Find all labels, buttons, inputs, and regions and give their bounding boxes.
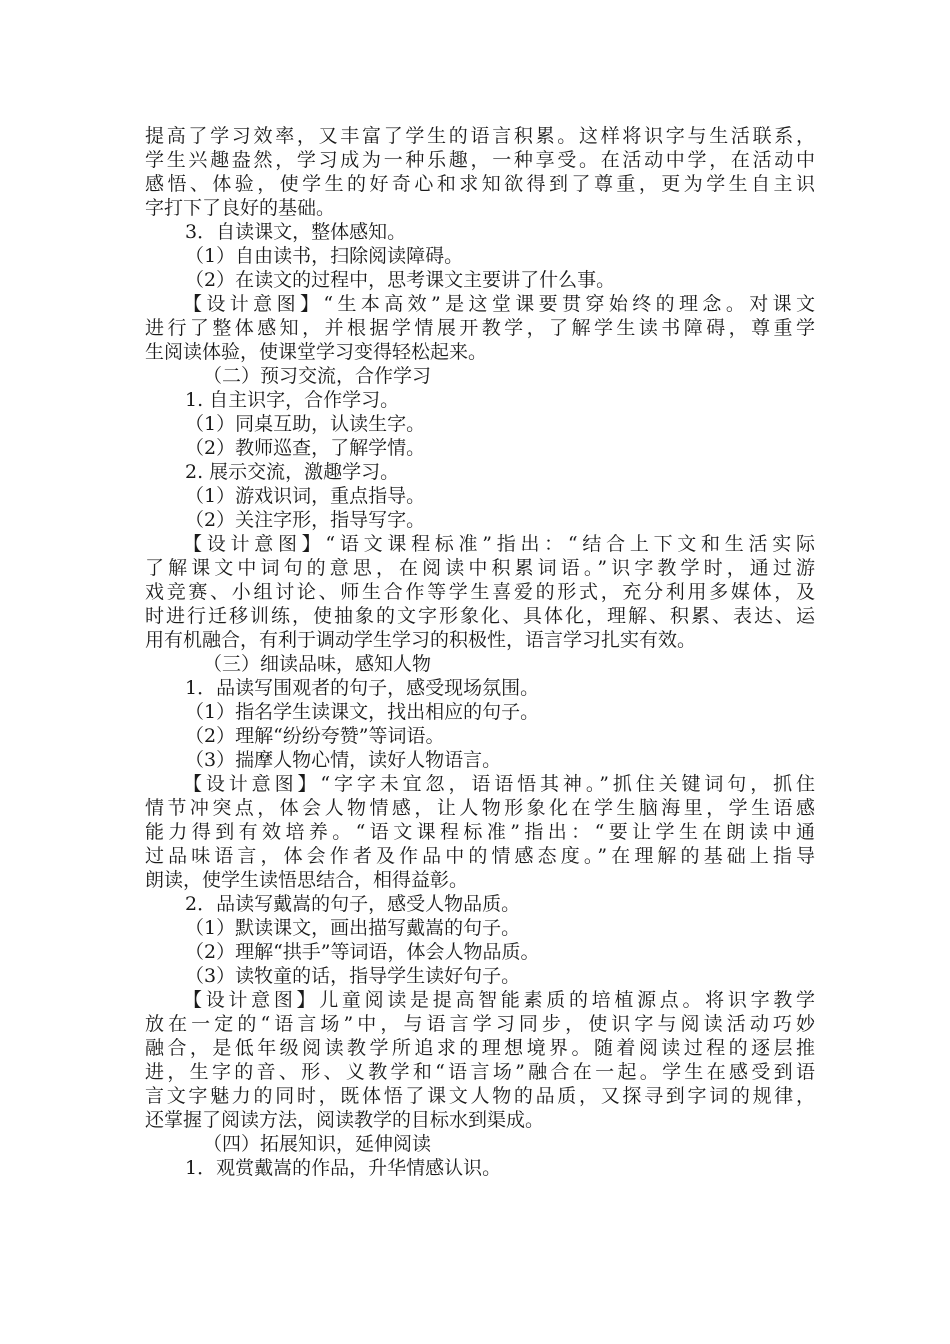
text-line: （1）指名学生读课文，找出相应的句子。 — [185, 701, 540, 723]
text-line: （2）教师巡查，了解学情。 — [185, 437, 426, 459]
text-line: （2）在读文的过程中，思考课文主要讲了什么事。 — [185, 269, 616, 291]
text-line: 【设计意图】儿童阅读是提高智能素质的培植源点。将识字教学 — [183, 989, 815, 1011]
text-line: （2）理解“拱手”等词语，体会人物品质。 — [185, 941, 540, 963]
text-line: 时进行迁移训练，使抽象的文字形象化、具体化，理解、积累、表达、运 — [145, 605, 815, 627]
text-line: （1）默读课文，画出描写戴嵩的句子。 — [185, 917, 521, 939]
text-line: （三）细读品味，感知人物 — [203, 653, 432, 675]
text-line: 1．品读写围观者的句子，感受现场氛围。 — [185, 677, 540, 699]
text-line: 1．观赏戴嵩的作品，升华情感认识。 — [185, 1157, 502, 1179]
text-line: （2）关注字形，指导写字。 — [185, 509, 426, 531]
text-line: 【设计意图】“语文课程标准”指出：“结合上下文和生活实际 — [183, 533, 815, 555]
text-line: 朗读，使学生读悟思结合，相得益彰。 — [145, 869, 469, 891]
text-line: 放在一定的“语言场”中，与语言学习同步，使识字与阅读活动巧妙 — [145, 1013, 815, 1035]
text-line: 用有机融合，有利于调动学生学习的积极性，语言学习扎实有效。 — [145, 629, 697, 651]
text-line: 还掌握了阅读方法，阅读教学的目标水到渠成。 — [145, 1109, 545, 1131]
text-line: 能力得到有效培养。“语文课程标准”指出：“要让学生在朗读中通 — [145, 821, 815, 843]
text-line: 生阅读体验，使课堂学习变得轻松起来。 — [145, 341, 488, 363]
text-line: 1. 自主识字，合作学习。 — [185, 389, 400, 411]
text-line: 【设计意图】“字字未宜忽，语语悟其神。”抓住关键词句，抓住 — [183, 773, 815, 795]
text-line: 情节冲突点，体会人物情感，让人物形象化在学生脑海里，学生语感 — [145, 797, 815, 819]
text-line: 进，生字的音、形、义教学和“语言场”融合在一起。学生在感受到语 — [145, 1061, 815, 1083]
text-line: 戏竞赛、小组讨论、师生合作等学生喜爱的形式，充分利用多媒体，及 — [145, 581, 815, 603]
text-line: 进行了整体感知，并根据学情展开教学，了解学生读书障碍，尊重学 — [145, 317, 815, 339]
text-line: 学生兴趣盎然，学习成为一种乐趣，一种享受。在活动中学，在活动中 — [145, 149, 815, 171]
text-line: 2．品读写戴嵩的句子，感受人物品质。 — [185, 893, 521, 915]
text-line: （四）拓展知识，延伸阅读 — [203, 1133, 432, 1155]
text-line: （1）游戏识词，重点指导。 — [185, 485, 426, 507]
text-line: （3）揣摩人物心情，读好人物语言。 — [185, 749, 502, 771]
text-line: 【设计意图】“生本高效”是这堂课要贯穿始终的理念。对课文 — [183, 293, 815, 315]
text-line: （1）同桌互助，认读生字。 — [185, 413, 426, 435]
text-line: 过品味语言，体会作者及作品中的情感态度。”在理解的基础上指导 — [145, 845, 815, 867]
text-line: 字打下了良好的基础。 — [145, 197, 336, 219]
text-line: 提高了学习效率，又丰富了学生的语言积累。这样将识字与生活联系， — [145, 125, 815, 147]
text-line: （1）自由读书，扫除阅读障碍。 — [185, 245, 464, 267]
text-line: （二）预习交流，合作学习 — [203, 365, 432, 387]
document-body — [145, 124, 815, 1180]
text-line: （2）理解“纷纷夸赞”等词语。 — [185, 725, 445, 747]
text-line: （3）读牧童的话，指导学生读好句子。 — [185, 965, 521, 987]
text-line: 了解课文中词句的意思，在阅读中积累词语。”识字教学时，通过游 — [145, 557, 815, 579]
text-line: 言文字魅力的同时，既体悟了课文人物的品质，又探寻到字词的规律， — [145, 1085, 815, 1107]
text-line: 3．自读课文，整体感知。 — [185, 221, 407, 243]
text-line: 融合，是低年级阅读教学所追求的理想境界。随着阅读过程的逐层推 — [145, 1037, 815, 1059]
text-line: 感悟、体验，使学生的好奇心和求知欲得到了尊重，更为学生自主识 — [145, 173, 815, 195]
text-line: 2. 展示交流，激趣学习。 — [185, 461, 400, 483]
